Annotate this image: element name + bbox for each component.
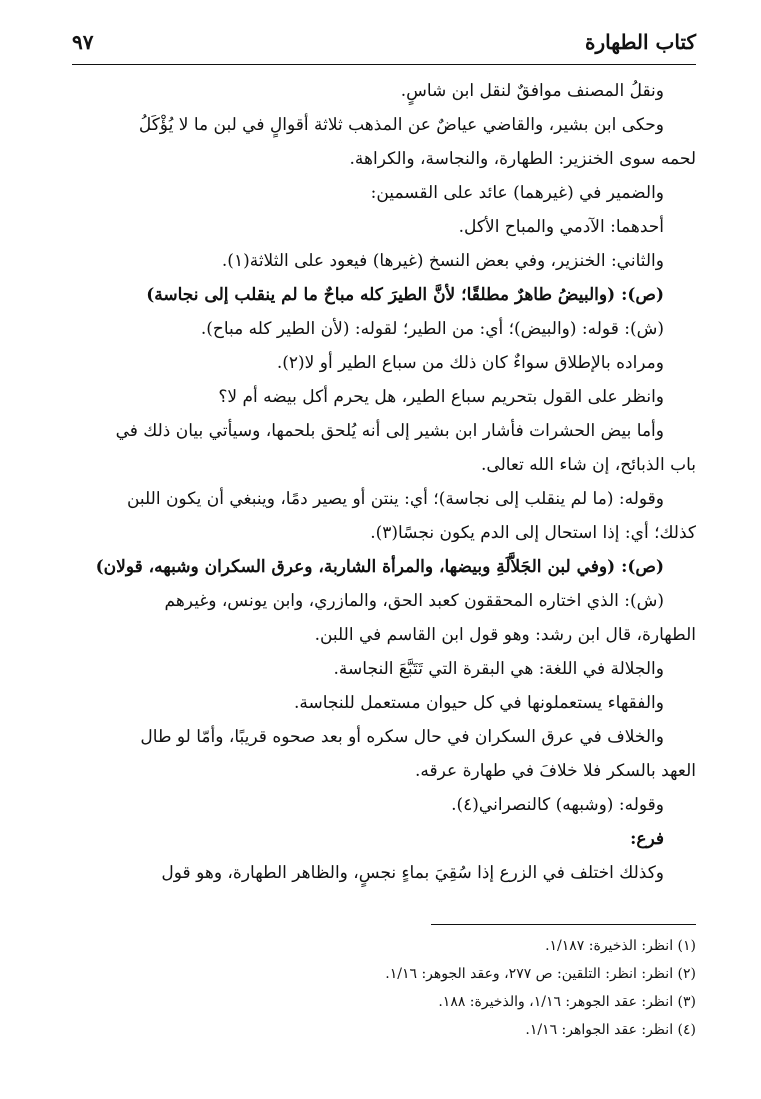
text-line: أحدهما: الآدمي والمباح الأكل. <box>458 217 664 237</box>
footnote: (٢) انظر: انظر: التلقين: ص ٢٧٧، وعقد الجوهر: ١/١٦. <box>385 966 696 982</box>
text-line: والثاني: الخنزير، وفي بعض النسخ (غيرها) فيعود على الثلاثة(١). <box>221 251 664 271</box>
footnotes <box>72 932 696 1044</box>
text-line: (ش): قوله: (والبيض)؛ أي: من الطير؛ لقوله: (لأن الطير كله مباح). <box>200 319 664 339</box>
text-line: العهد بالسكر فلا خلافَ في طهارة عرقه. <box>415 761 696 781</box>
text-line: ونقلُ المصنف موافقٌ لنقل ابن شاسٍ. <box>400 81 664 101</box>
text-line: والفقهاء يستعملونها في كل حيوان مستعمل للنجاسة. <box>293 693 664 713</box>
text-line: وكذلك اختلف في الزرع إذا سُقِيَ بماءٍ نجسٍ، والظاهر الطهارة، وهو قول <box>161 863 664 883</box>
footnote: (٤) انظر: عقد الجواهر: ١/١٦. <box>525 1022 696 1038</box>
footnote: (٣) انظر: عقد الجوهر: ١/١٦، والذخيرة: ١٨٨. <box>438 994 696 1010</box>
text-line: (ش): الذي اختاره المحققون كعبد الحق، والمازري، وابن يونس، وغيرهم <box>164 591 664 611</box>
footnote-separator <box>431 924 696 925</box>
text-line: ومراده بالإطلاق سواءٌ كان ذلك من سباع الطير أو لا(٢). <box>276 353 664 373</box>
text-line: الطهارة، قال ابن رشد: وهو قول ابن القاسم في اللبن. <box>314 625 696 645</box>
page-header <box>72 28 696 65</box>
text-line: وأما بيض الحشرات فأشار ابن بشير إلى أنه يُلحق بلحمها، وسيأتي بيان ذلك في <box>115 421 664 441</box>
page-number: ٩٧ <box>72 30 94 54</box>
running-title: كتاب الطهارة <box>585 30 696 54</box>
footnote: (١) انظر: الذخيرة: ١/١٨٧. <box>545 938 696 954</box>
text-line: والجلالة في اللغة: هي البقرة التي تَتَبَّعَ النجاسة. <box>333 659 664 679</box>
text-line: لحمه سوى الخنزير: الطهارة، والنجاسة، والكراهة. <box>349 149 696 169</box>
text-line: وقوله: (ما لم ينقلب إلى نجاسة)؛ أي: ينتن أو يصير دمًا، وينبغي أن يكون اللبن <box>126 489 664 509</box>
text-line: فرع: <box>630 829 664 849</box>
text-line: باب الذبائح، إن شاء الله تعالى. <box>481 455 696 475</box>
text-line: وانظر على القول بتحريم سباع الطير، هل يحرم أكل بيضه أم لا؟ <box>218 387 664 407</box>
text-line: (ص): (وفي لبن الجَلاَّلَةِ وبيضها، والمرأة الشاربة، وعرق السكران وشبهه، قولان) <box>95 557 664 577</box>
text-line: والضمير في (غيرهما) عائد على القسمين: <box>370 183 664 203</box>
main-text <box>72 74 696 890</box>
text-line: وقوله: (وشبهه) كالنصراني(٤). <box>451 795 664 815</box>
text-line: والخلاف في عرق السكران في حال سكره أو بعد صحوه قريبًا، وأمّا لو طال <box>140 727 664 747</box>
text-line: وحكى ابن بشير، والقاضي عياضٌ عن المذهب ثلاثة أقوالٍ في لبن ما لا يُؤْكَلُ <box>138 115 664 135</box>
text-line: (ص): (والبيضُ طاهرٌ مطلقًا؛ لأنَّ الطيرَ كله مباحٌ ما لم ينقلب إلى نجاسة) <box>146 285 664 305</box>
text-line: كذلك؛ أي: إذا استحال إلى الدم يكون نجسًا(٣). <box>370 523 696 543</box>
